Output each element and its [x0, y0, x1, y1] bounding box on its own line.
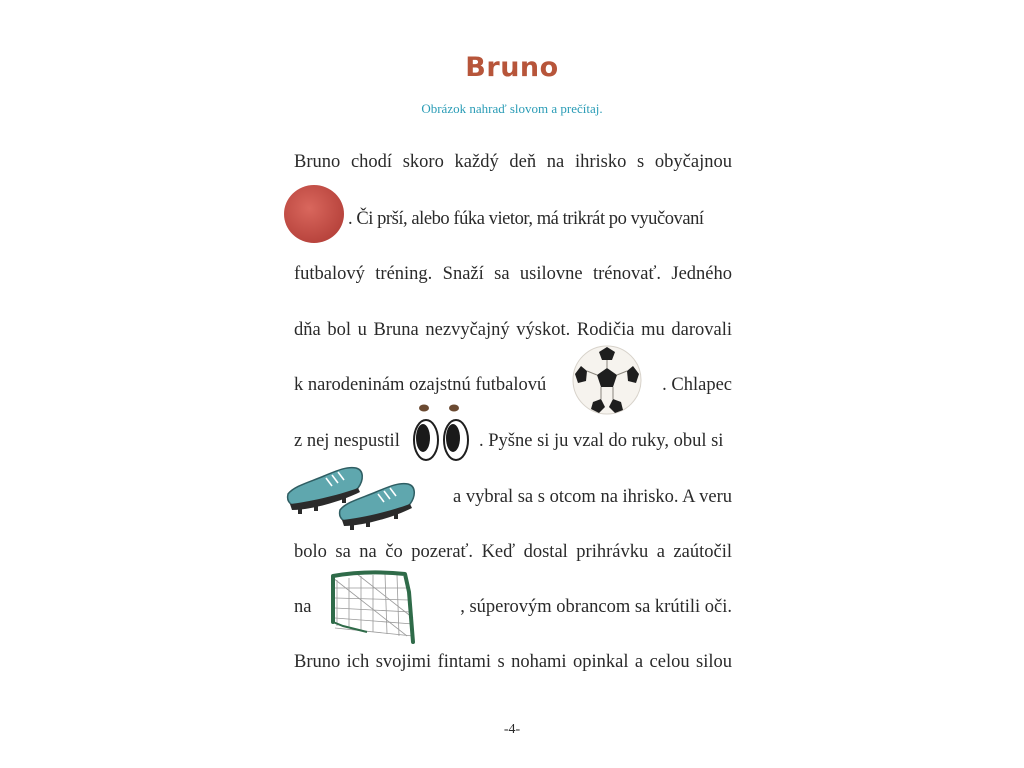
story-line-1 [294, 148, 732, 176]
story-text: , súperovým obrancom sa krútili oči. [460, 597, 732, 617]
story-text: . Pyšne si ju vzal do ruky, obul si [479, 431, 724, 451]
red-ball-icon [282, 183, 346, 245]
story-line-6 [294, 427, 732, 455]
page-title: Bruno [465, 52, 559, 83]
instruction-subtitle: Obrázok nahraď slovom a prečítaj. [421, 101, 603, 116]
story-text: futbalový tréning. Snaží sa usilovne trénovať. Jedného [294, 264, 732, 284]
story-text: k narodeninám ozajstnú futbalovú [294, 375, 547, 395]
story-line-3 [294, 260, 732, 288]
story-text: na [294, 597, 312, 617]
story-line-4 [294, 316, 732, 344]
page-number: -4- [503, 722, 521, 737]
story-line-5 [294, 371, 732, 399]
story-line-8 [294, 538, 732, 566]
story-text: z nej nespustil [294, 431, 400, 451]
eyes-icon [410, 400, 472, 464]
story-text: Bruno chodí skoro každý deň na ihrisko s obyčajnou [294, 152, 732, 172]
story-line-10 [294, 648, 732, 676]
story-line-7 [424, 483, 732, 511]
story-text: bolo sa na čo pozerať. Keď dostal prihrávku a zaútočil [294, 542, 732, 562]
soccer-ball-icon [571, 344, 643, 416]
story-text: Bruno ich svojimi fintami s nohami opinkal a celou silou [294, 652, 732, 672]
story-text: . Chlapec [662, 375, 732, 395]
football-boots-icon [284, 458, 418, 530]
story-text: dňa bol u Bruna nezvyčajný výskot. Rodičia mu darovali [294, 320, 732, 340]
story-text: . Či prší, alebo fúka vietor, má trikrát po vyučovaní [348, 209, 704, 229]
story-line-2 [348, 205, 732, 233]
goal-icon [327, 566, 423, 646]
story-text: a vybral sa s otcom na ihrisko. A veru [453, 487, 732, 507]
